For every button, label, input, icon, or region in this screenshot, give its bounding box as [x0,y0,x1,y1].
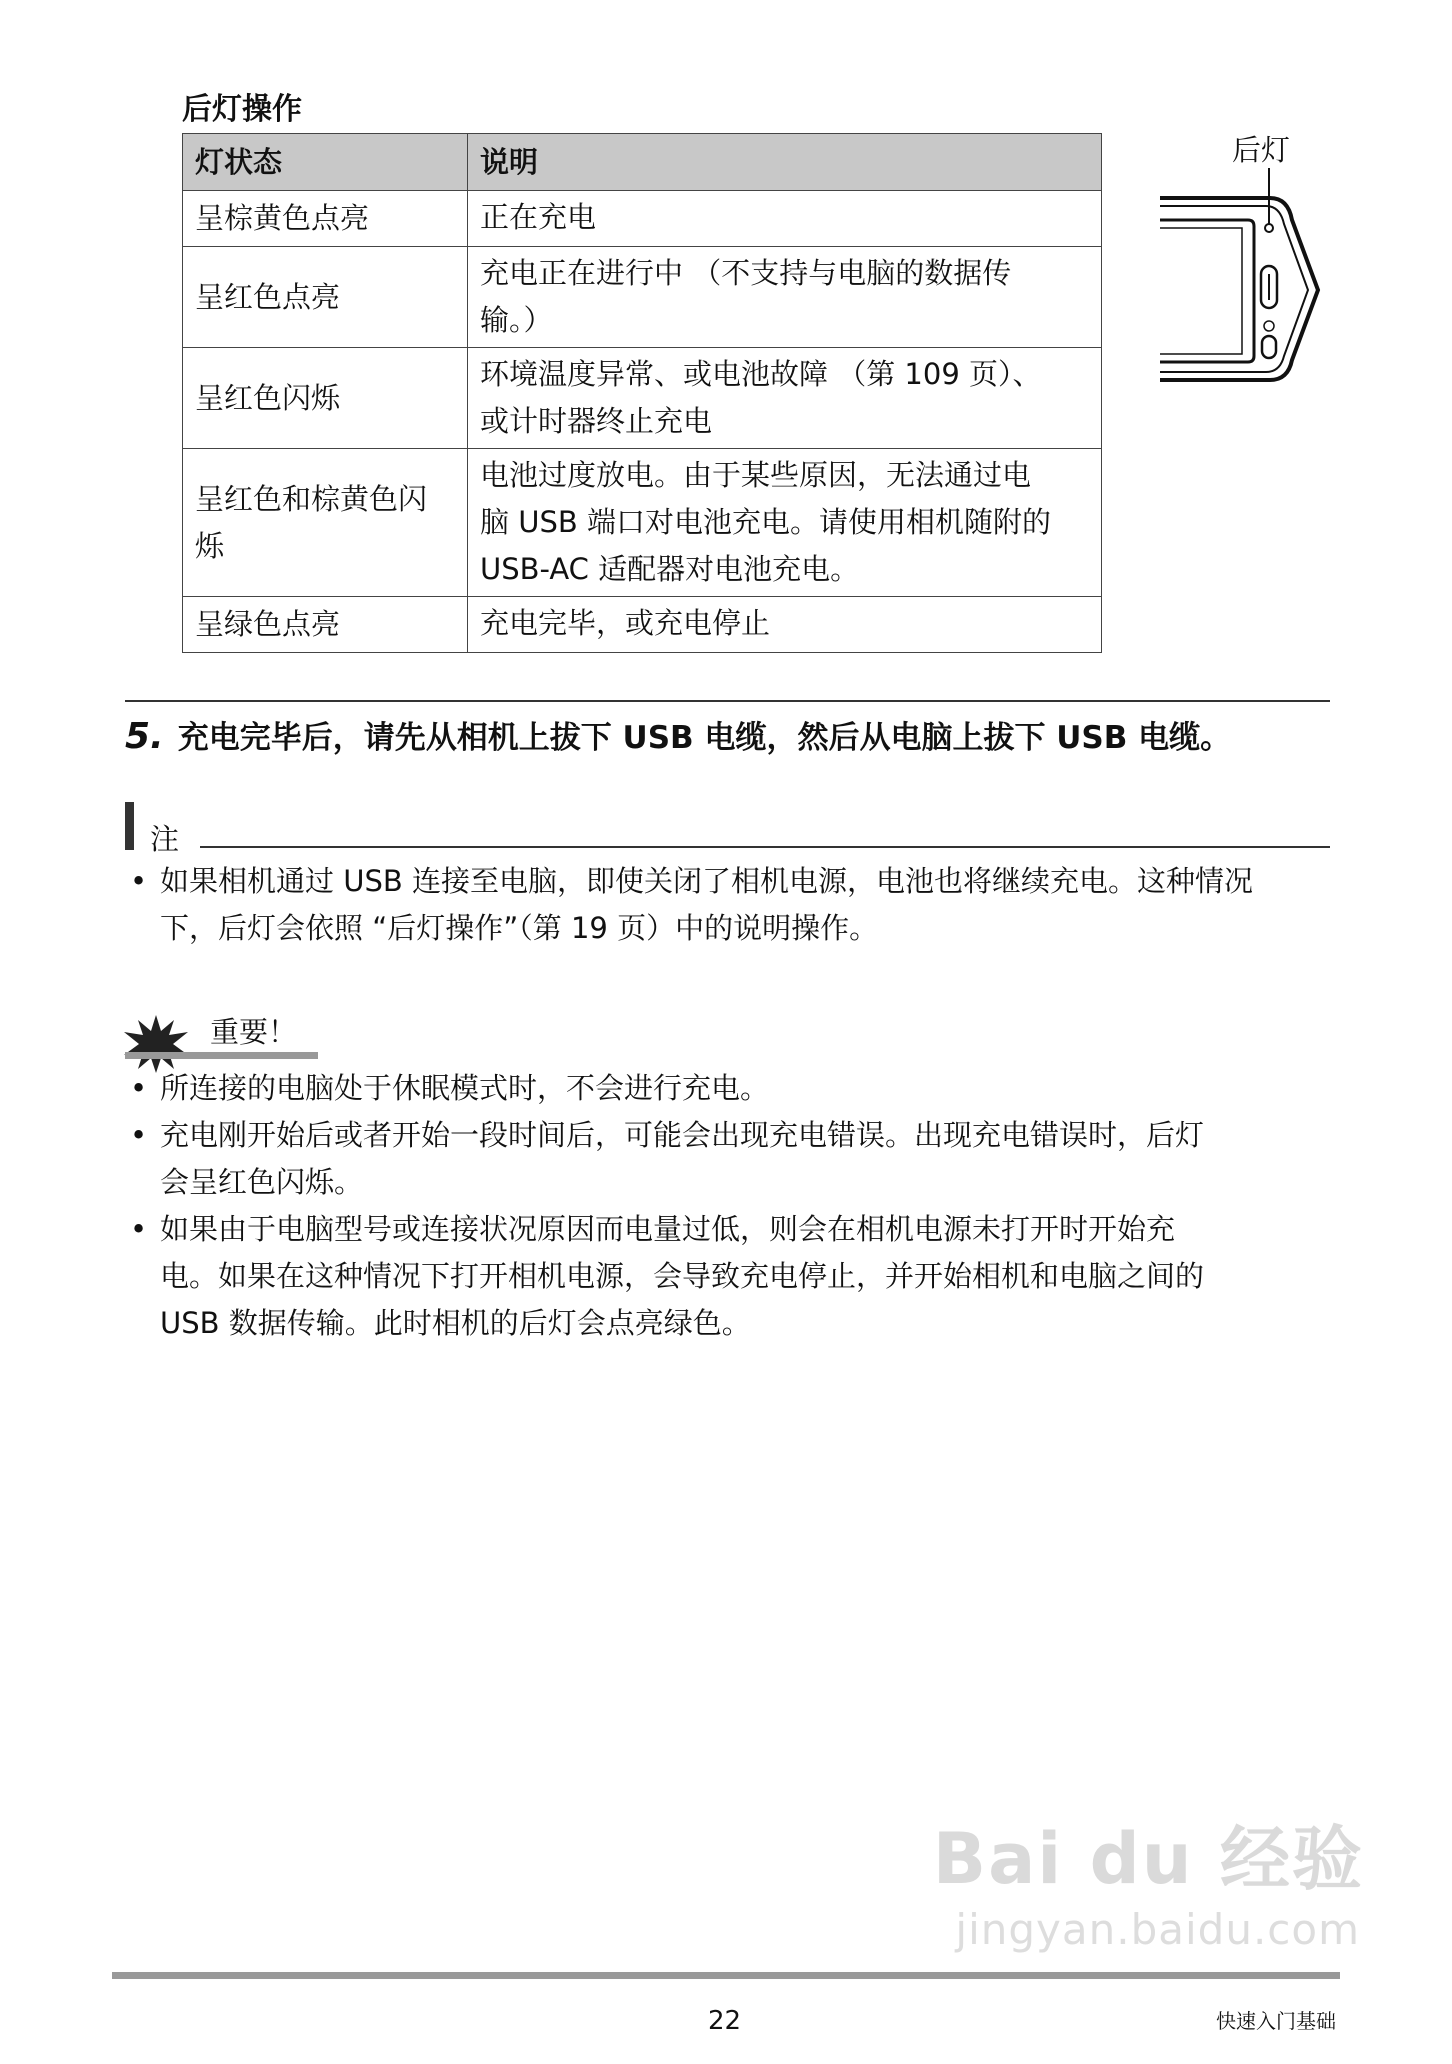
important-title: 重要！ [210,1015,298,1049]
page-number: 22 [708,2006,742,2036]
state-line: 烁 [195,528,225,563]
table-row [183,247,1102,348]
note-underline [200,846,1330,848]
bullet: • [130,1071,148,1105]
bullet: • [130,1212,148,1246]
important-line-text: 充电刚开始后或者开始一段时间后，可能会出现充电错误。出现充电错误时，后灯 [160,1118,1205,1152]
state-cell [183,449,468,597]
desc-cell: 充电完毕，或充电停止 [468,597,1102,653]
column-header-desc: 说明 [468,134,1102,191]
step-5 [125,712,1231,757]
footer-section-label: 快速入门基础 [1216,2009,1336,2033]
section-title: 后灯操作 [182,92,302,127]
camera-illustration [1150,160,1330,440]
column-header-state: 灯状态 [183,134,468,191]
note-line-text: 如果相机通过 USB 连接至电脑，即使关闭了相机电源，电池也将继续充电。这种情况 [160,864,1253,898]
table-header-row [183,134,1102,191]
table-row [183,191,1102,247]
important-line-text: 所连接的电脑处于休眠模式时，不会进行充电。 [160,1071,770,1105]
bullet: • [130,864,148,898]
state-cell: 呈红色闪烁 [183,348,468,449]
table-row [183,597,1102,653]
bullet: • [130,1118,148,1152]
rear-lamp-dot [1265,224,1273,232]
desc-line: 或计时器终止充电 [480,404,713,438]
desc-cell [468,348,1102,449]
important-line-text: USB 数据传输。此时相机的后灯会点亮绿色。 [160,1306,751,1340]
rear-lamp-label: 后灯 [1232,133,1291,167]
state-cell: 呈绿色点亮 [183,597,468,653]
baidu-watermark-url: jingyan.baidu.com [955,1905,1360,1954]
list-item [130,1065,1340,1112]
note-list [130,858,1340,952]
power-button [1262,336,1276,358]
important-line-text: 如果由于电脑型号或连接状况原因而电量过低，则会在相机电源未打开时开始充 [160,1212,1176,1246]
desc-line: 输。） [480,303,553,337]
important-line-text: 电。如果在这种情况下打开相机电源，会导致充电停止，并开始相机和电脑之间的 [160,1259,1205,1293]
desc-cell: 正在充电 [468,191,1102,247]
desc-line: 电池过度放电。由于某些原因，无法通过电 [480,458,1032,492]
desc-line: 脑 USB 端口对电池充电。请使用相机随附的 [480,505,1051,539]
list-item [130,1206,1340,1347]
important-line-text: 会呈红色闪烁。 [160,1165,364,1199]
power-icon [1264,321,1274,331]
divider [125,700,1330,702]
step-number: 5. [125,716,164,757]
status-table [182,133,1102,653]
state-line: 呈红色和棕黄色闪 [195,481,428,516]
note-line-text: 下，后灯会依照 “后灯操作”（第 19 页）中的说明操作。 [160,911,879,945]
table-row [183,449,1102,597]
desc-cell [468,449,1102,597]
footer-rule [112,1972,1340,1979]
state-cell: 呈红色点亮 [183,247,468,348]
step-text: 充电完毕后，请先从相机上拔下 USB 电缆，然后从电脑上拔下 USB 电缆。 [177,720,1232,756]
important-underline [125,1052,318,1059]
table-row [183,348,1102,449]
list-item [130,858,1340,952]
important-list [130,1065,1340,1347]
note-title: 注 [150,822,180,856]
desc-line: 环境温度异常、或电池故障 （第 109 页）、 [480,357,1042,391]
desc-line: USB-AC 适配器对电池充电。 [480,552,860,586]
note-marker [125,802,134,850]
state-cell: 呈棕黄色点亮 [183,191,468,247]
list-item [130,1112,1340,1206]
desc-cell [468,247,1102,348]
desc-line: 充电正在进行中 （不支持与电脑的数据传 [480,256,1012,290]
baidu-watermark-logo: Bai du 经验 [932,1818,1364,1900]
